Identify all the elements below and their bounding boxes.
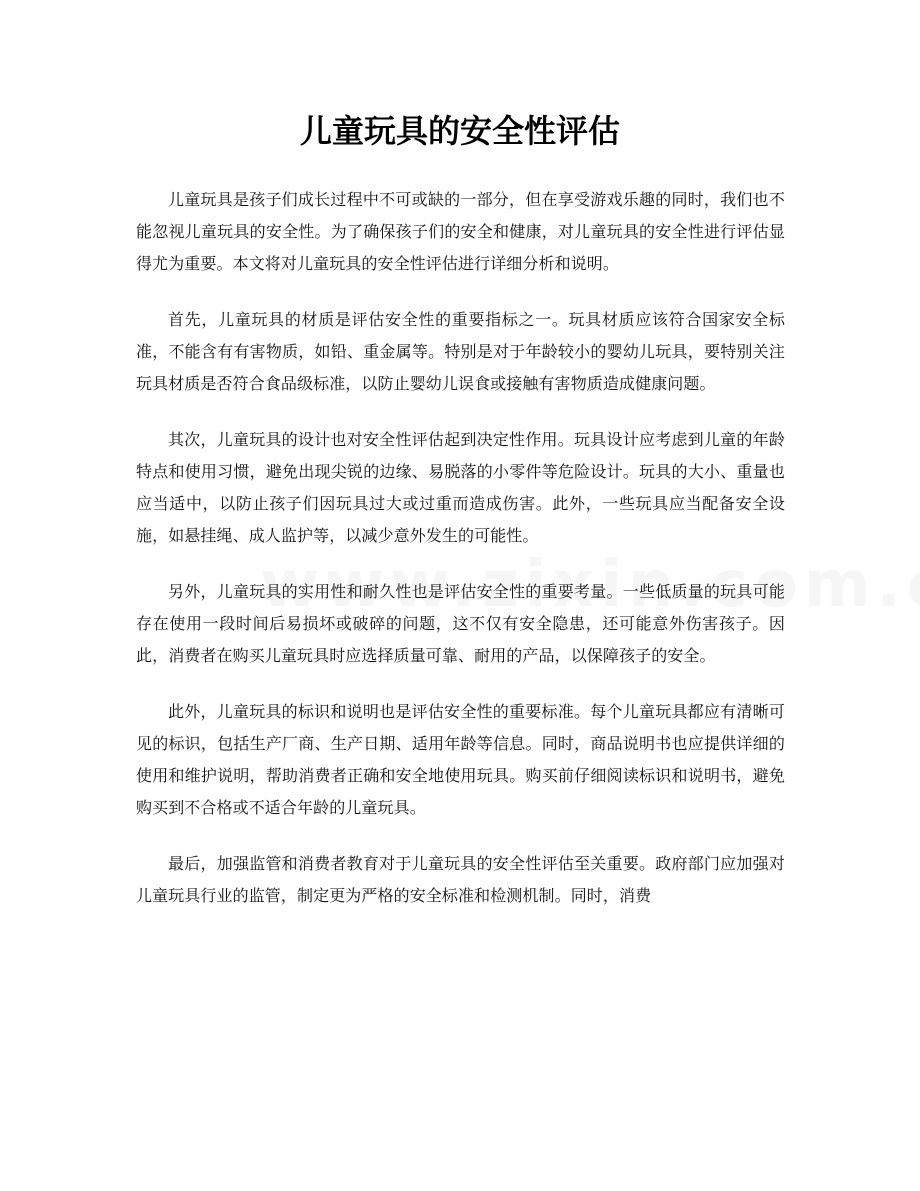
paragraph-material: 首先，儿童玩具的材质是评估安全性的重要指标之一。玩具材质应该符合国家安全标准，不能含有有害物质，如铅、重金属等。特别是对于年龄较小的婴幼儿玩具，要特别关注玩具材质是否符合食品级标准，以防止婴幼儿误食或接触有害物质造成健康问题。	[136, 310, 785, 393]
paragraph-design: 其次，儿童玩具的设计也对安全性评估起到决定性作用。玩具设计应考虑到儿童的年龄特点和使用习惯，避免出现尖锐的边缘、易脱落的小零件等危险设计。玩具的大小、重量也应当适中，以防止孩子们因玩具过大或过重而造成伤害。此外，一些玩具应当配备安全设施，如悬挂绳、成人监护等，以减少意外发生的可能性。	[136, 430, 785, 545]
document-title: 儿童玩具的安全性评估	[299, 112, 620, 150]
paragraph-labeling: 此外，儿童玩具的标识和说明也是评估安全性的重要标准。每个儿童玩具都应有清晰可见的标识，包括生产厂商、生产日期、适用年龄等信息。同时，商品说明书也应提供详细的使用和维护说明，帮助消费者正确和安全地使用玩具。购买前仔细阅读标识和说明书，避免购买到不合格或不适合年龄的儿童玩具。	[136, 702, 785, 817]
document-body	[136, 184, 785, 936]
paragraph-durability: 另外，儿童玩具的实用性和耐久性也是评估安全性的重要考量。一些低质量的玩具可能存在使用一段时间后易损坏或破碎的问题，这不仅有安全隐患，还可能意外伤害孩子。因此，消费者在购买儿童玩具时应选择质量可靠、耐用的产品，以保障孩子的安全。	[136, 582, 785, 665]
paragraph-regulation: 最后，加强监管和消费者教育对于儿童玩具的安全性评估至关重要。政府部门应加强对儿童玩具行业的监管，制定更为严格的安全标准和检测机制。同时，消费	[136, 854, 785, 905]
paragraph-intro: 儿童玩具是孩子们成长过程中不可或缺的一部分，但在享受游戏乐趣的同时，我们也不能忽视儿童玩具的安全性。为了确保孩子们的安全和健康，对儿童玩具的安全性进行评估显得尤为重要。本文将对儿童玩具的安全性评估进行详细分析和说明。	[136, 190, 785, 273]
